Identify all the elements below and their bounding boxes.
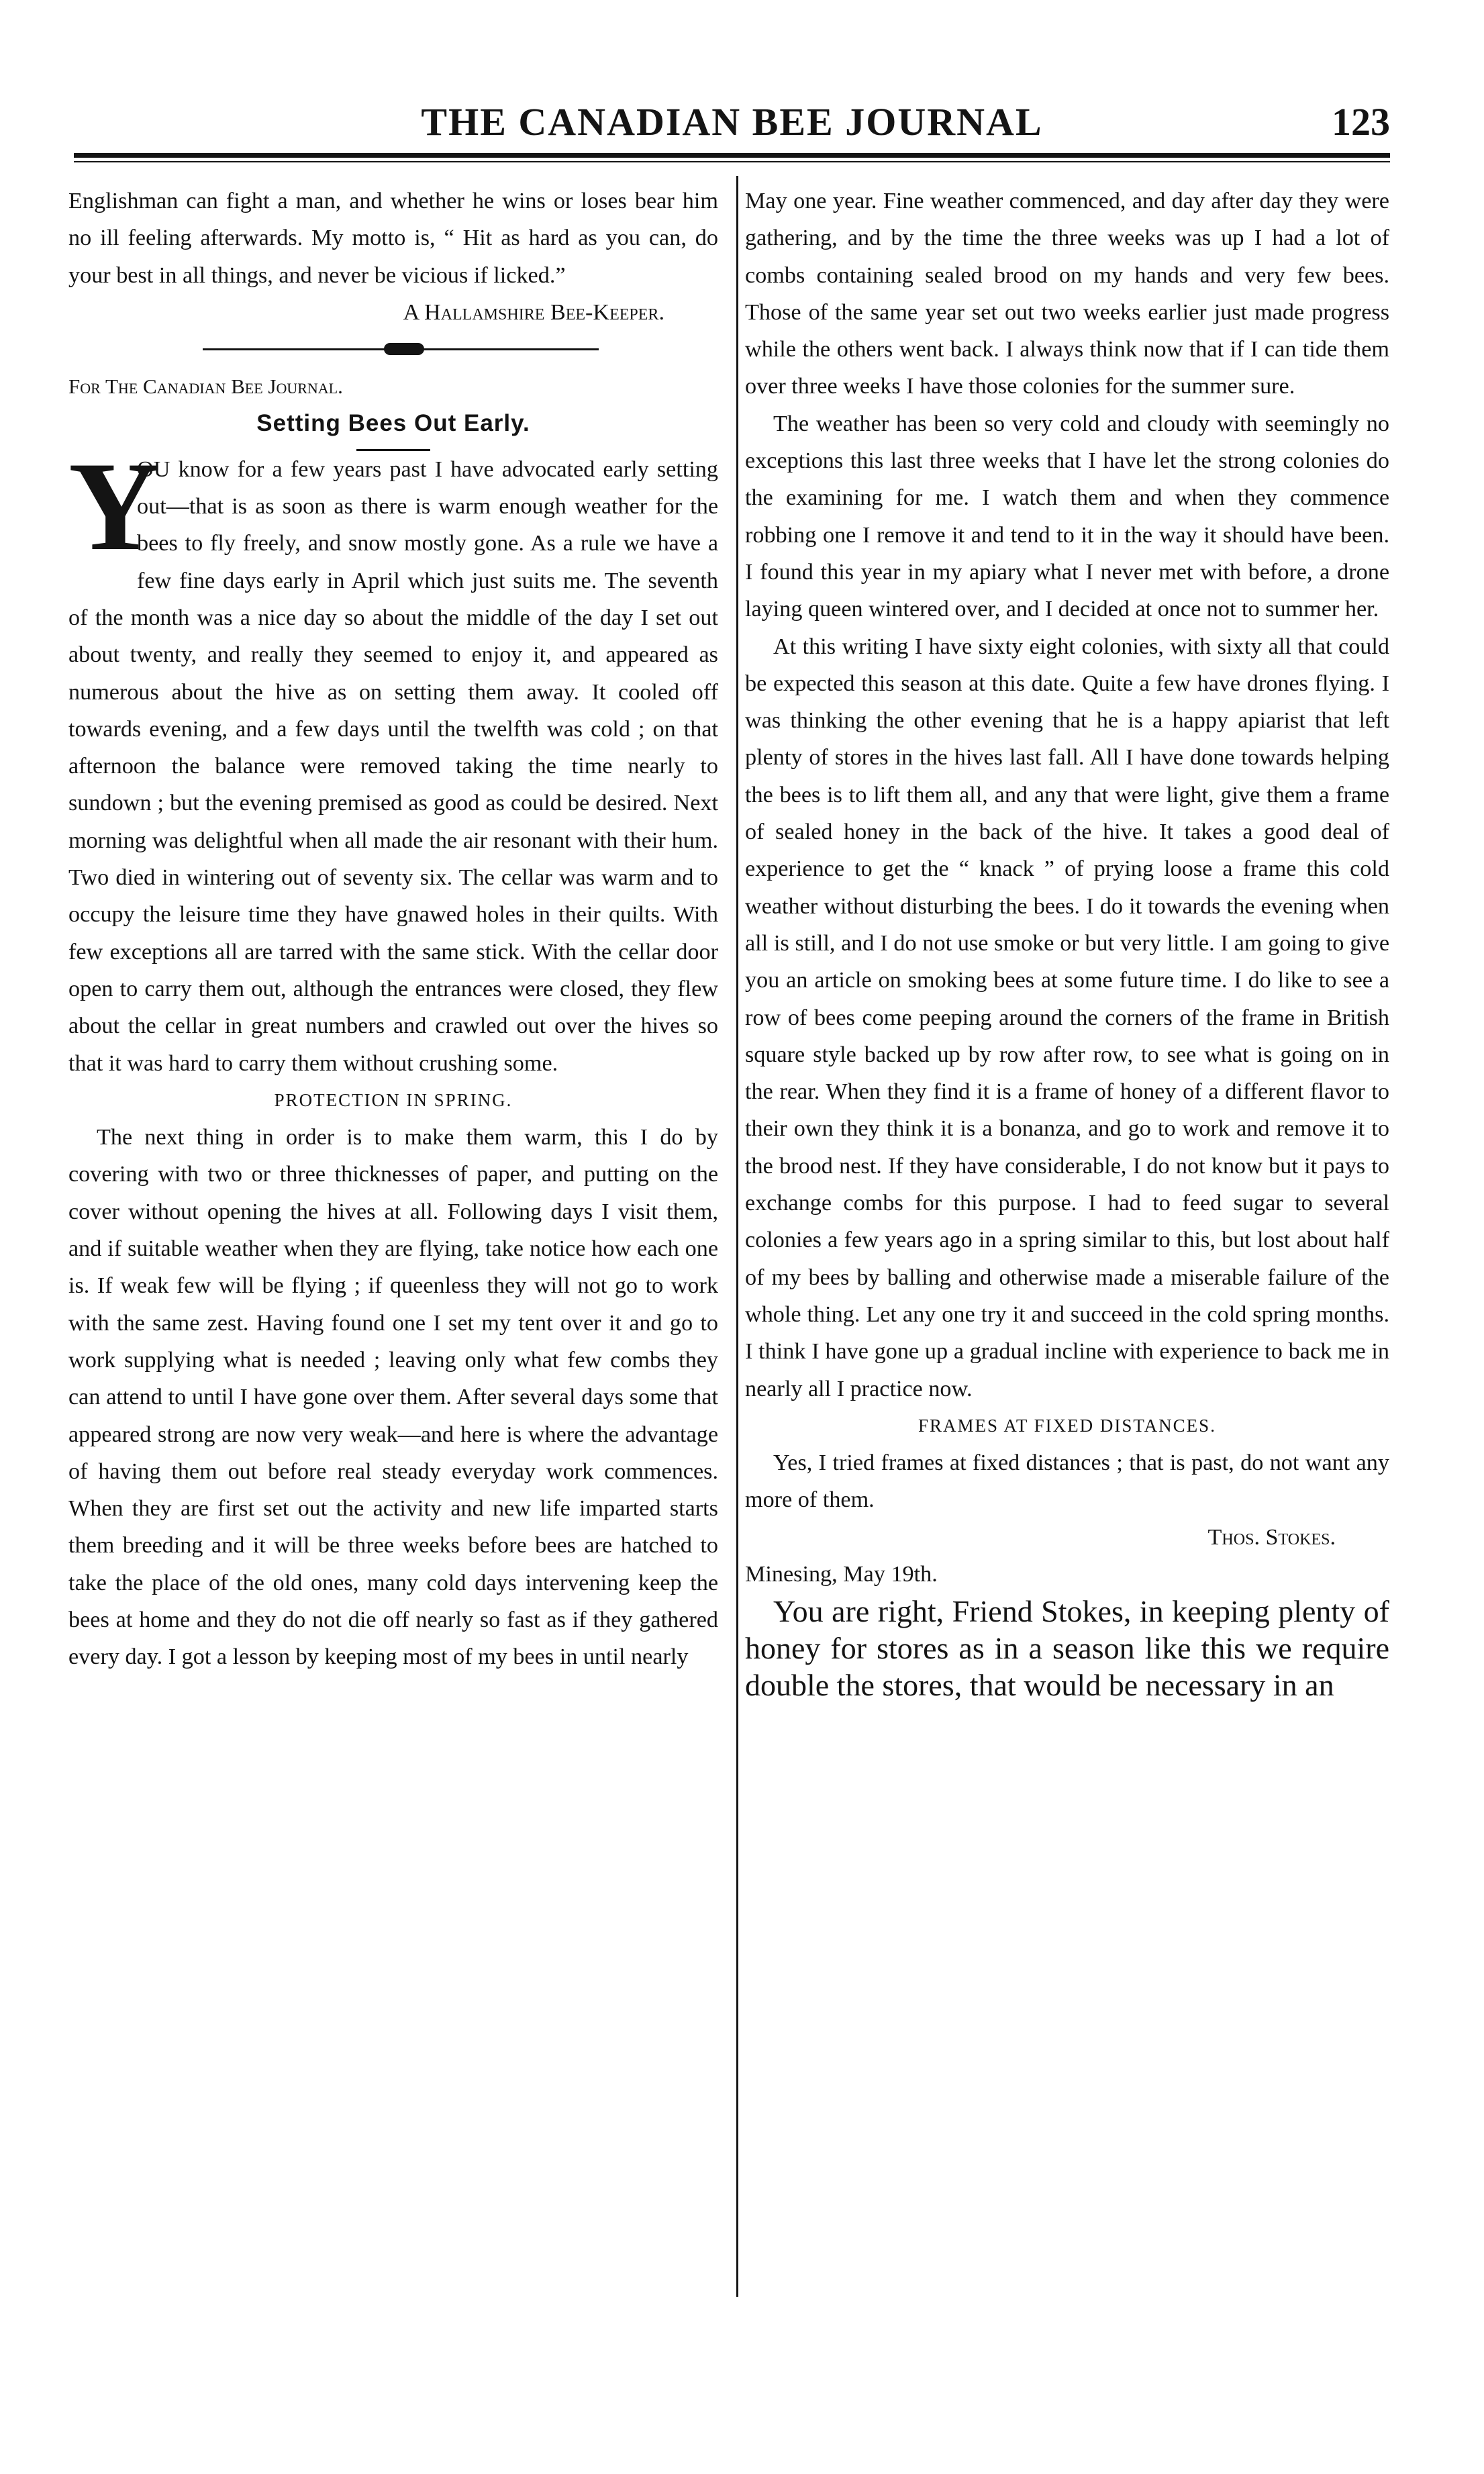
header-rule-thin [74,161,1390,162]
for-journal-line: For The Canadian Bee Journal. [68,375,343,399]
editor-note: You are right, Friend Stokes, in keeping plenty of honey for stores as in a season like this we require double the stores, that would be necessary in an [745,1594,1389,1703]
article-opening [68,436,718,1082]
signature-stokes: Thos. Stokes. [1207,1524,1336,1550]
article-paragraph-4: The weather has been so very cold and cloudy with seemingly no exceptions this last three weeks that I have let the strong colonies do the examining for me. I watch them and when they commence robbing one I remove it and tend to it in the way it should have been. I found this year in my apiary what I never met with before, a drone laying queen wintered over, and I decided at once not to summer her. [745,411,1389,622]
continued-paragraph: Englishman can fight a man, and whether he wins or loses bear him no ill feeling afterwards. My motto is, “ Hit as hard as you can, do your best in all things, and never be vicious if licked.” [68,189,718,288]
article-paragraph-3: May one year. Fine weather commenced, and day after day they were gathering, and by the time the three weeks was up I had a lot of combs containing sealed brood on my hands and very few bees. Those of the same year set out two weeks earlier just made progress while the others went back. I always think now that if I can tide them over three weeks I have those colonies for the summer sure. [745,189,1389,399]
column-divider [736,176,738,2297]
article-paragraph-6: Yes, I tried frames at fixed distances ; that is past, do not want any more of them. [745,1450,1389,1513]
subheading-protection: PROTECTION IN SPRING. [274,1089,513,1110]
article-paragraph-1: OU know for a few years past I have advocated early setting out—that is as soon as there is warm enough weather for the bees to fly freely, and snow mostly gone. As a rule we have a few fine days early in April which just suits me. The seventh of the month was a nice day so about the middle of the day I set out about twenty, and really they seemed to enjoy it, and appeared as numerous about the hive as on setting them away. It cooled off towards evening, and a few days until the twelfth was cold ; on that afternoon the balance were removed taking the time nearly to sundown ; but the evening premised as good as could be desired. Next morning was delightful when all made the air resonant with their hum. Two died in wintering out of seventy six. The cellar was warm and to occupy the leisure time they have gnawed holes in their quilts. With few exceptions all are tarred with the same stick. With the cellar door open to carry them out, although the entrances were closed, they flew about the cellar in great numbers and crawled out over the hives so that it was hard to carry them without crushing some. [68,456,718,1076]
article-paragraph-5: At this writing I have sixty eight colonies, with sixty all that could be expected this season at this date. Quite a few have drones flying. I was thinking the other evening that he is a happy apiarist that left plenty of stores in the hives last fall. All I have done towards helping the bees is to lift them all, and any that were light, give them a frame of sealed honey in the back of the hive. It takes a good deal of experience to get the “ knack ” of prying loose a frame this cold weather without disturbing the bees. I do it towards the evening when all is still, and I do not use smoke or but very little. I am going to give you an article on smoking bees at some future time. I do like to see a row of bees come peeping around the corners of the frame in British square style backed up by row after row, to see what is going on in the rear. When they find it is a frame of honey of a different flavor to their own they think it is a bonanza, and go to work and remove it to the brood nest. If they have considerable, I do not know but it pays to exchange combs for this purpose. I had to feed sugar to several colonies a few years ago in a spring similar to this, but lost about half of my bees by balling and otherwise made a miserable failure of the whole thing. Let any one try it and succeed in the cold spring months. I think I have gone up a gradual incline with experience to back me in nearly all I practice now. [745,634,1389,1401]
page-header [74,99,1390,156]
journal-title: THE CANADIAN BEE JOURNAL [421,100,1043,144]
signature-hallamshire: A Hallamshire Bee-Keeper. [403,299,664,325]
subheading-frames: FRAMES AT FIXED DISTANCES. [918,1415,1216,1436]
page-number: 123 [1332,100,1390,144]
article-paragraph-2: The next thing in order is to make them warm, this I do by covering with two or three thicknesses of paper, and putting on the cover without opening the hives at all. Following days I visit them, and if suitable weather when they are flying, take notice how each one is. If weak few will be flying ; if queenless they will not go to work with the same zest. Having found one I set my tent over it and go to work supplying what is needed ; leaving only what few combs they can attend to until I have gone over them. After several days some that appeared strong are now very weak—and here is where the advantage of having them out before real steady everyday work commences. When they are first set out the activity and new life imparted starts them breeding and it will be three weeks before bees are hatched to take the place of the old ones, many cold days intervening keep the bees at home and they do not die off nearly so fast as if they gathered every day. I got a lesson by keeping most of my bees in until nearly [68,1125,718,1670]
divider-ornament [384,343,424,355]
header-rule-thick [74,153,1390,158]
place-date: Minesing, May 19th. [745,1561,938,1587]
right-column [745,183,1389,1703]
ornamental-divider [68,331,718,368]
article-title: Setting Bees Out Early. [256,410,530,437]
drop-cap: Y [68,436,161,577]
left-column [68,183,718,1676]
